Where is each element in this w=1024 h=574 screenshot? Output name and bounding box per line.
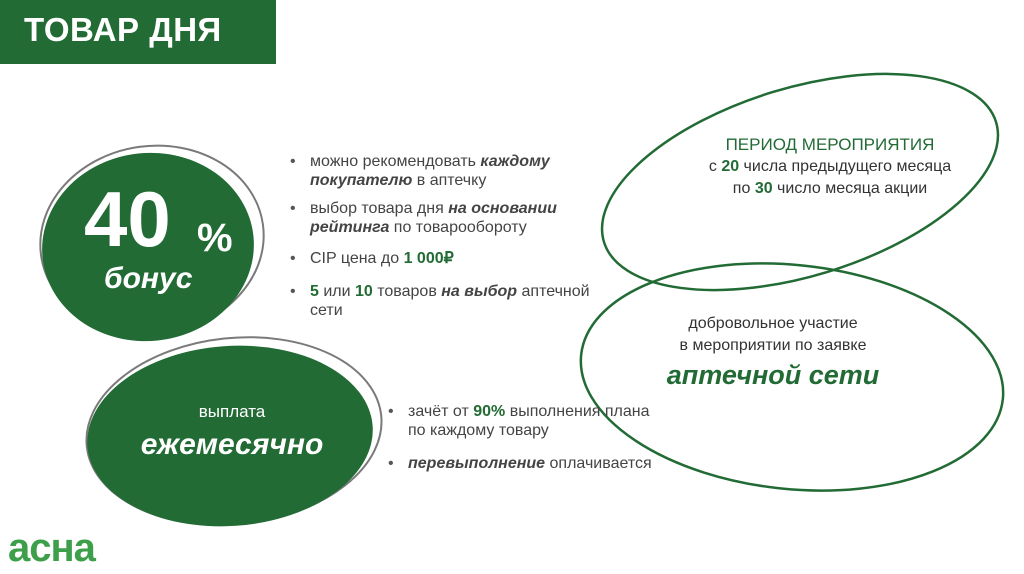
payment-conditions-list — [386, 402, 656, 473]
conditions-list — [288, 152, 618, 320]
bonus-percent-number: 40 — [84, 175, 171, 263]
list-item: • можно рекомендовать каждому покупателю в аптечку — [290, 153, 550, 189]
period-heading: ПЕРИОД МЕРОПРИЯТИЯ — [725, 135, 935, 154]
page-title: ТОВАР ДНЯ — [24, 11, 222, 48]
participation-line-2: в мероприятии по заявке — [679, 337, 867, 354]
list-item: • зачёт от 90% выполнения плана по каждому товару — [388, 403, 650, 439]
list-item: • 5 или 10 товаров на выбор аптечной сети — [290, 283, 590, 319]
payment-label: выплата — [198, 402, 266, 421]
period-line-1: с 20 числа предыдущего месяца — [708, 158, 952, 175]
bonus-percent-sign: % — [197, 216, 233, 260]
list-item: • CIP цена до 1 000₽ — [290, 250, 454, 267]
list-item: • перевыполнение оплачивается — [388, 455, 652, 472]
asna-logo: асна — [8, 526, 95, 570]
participation-line-1: добровольное участие — [688, 315, 858, 332]
payment-frequency: ежемесячно — [140, 428, 324, 461]
period-line-2: по 30 число месяца акции — [732, 180, 928, 197]
participation-block — [608, 313, 938, 393]
bonus-label: бонус — [104, 262, 193, 295]
participation-emphasis: аптечной сети — [666, 360, 880, 390]
list-item: • выбор товара дня на основании рейтинга по товарообороту — [290, 200, 557, 236]
period-block — [640, 134, 1020, 200]
